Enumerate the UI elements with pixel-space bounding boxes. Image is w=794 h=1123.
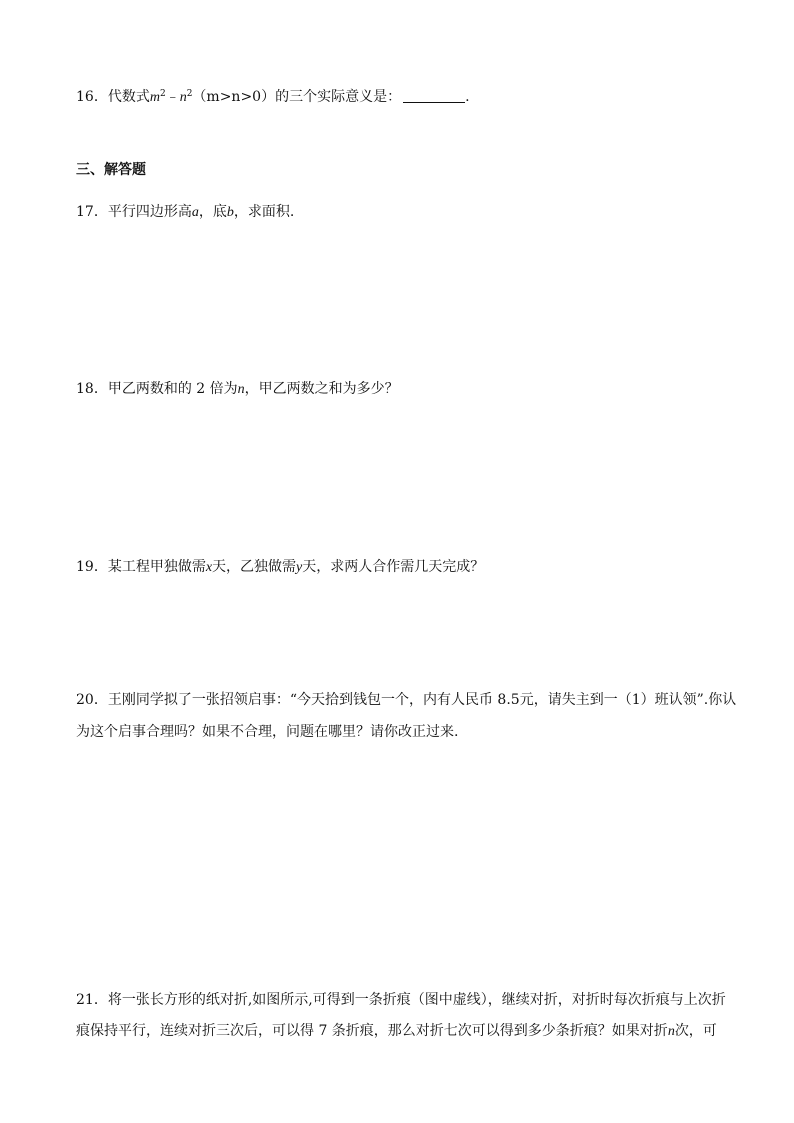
question-text: 天，乙独做需 [212,559,297,575]
math-var-m: m [149,90,160,105]
question-number: 21． [76,992,108,1008]
math-var-n: n [179,90,187,105]
question-18 [76,379,399,400]
math-var-x: x [205,560,213,575]
question-21-line-1 [76,990,726,1010]
question-21-line-2 [76,1021,717,1042]
question-text: 天，求两人合作需几天完成？ [302,559,485,575]
question-20-line-2: 为这个启事合理吗？如果不合理，问题在哪里？请你改正过来. [76,724,459,740]
question-number: 20． [76,692,108,708]
math-var-n: n [667,1024,675,1039]
condition: （m>n>0） [192,89,276,105]
period: . [465,89,470,105]
question-text: 平行四边形高 [107,204,192,220]
answer-blank [403,89,465,103]
question-text: ，甲乙两数之和为多少？ [244,381,399,397]
question-text: 王刚同学拟了一张招领启事：“今天拾到钱包一个，内有人民币 8.5元，请失主到一（1）班认领”.你认 [107,692,737,708]
exponent: 2 [186,89,193,99]
question-text: ，底 [198,204,227,220]
question-17 [76,202,294,223]
section-title: 三、解答题 [76,162,146,178]
question-text: 代数式 [107,89,150,105]
math-var-n: n [237,382,245,397]
question-16 [76,84,470,108]
question-text: ，求面积. [233,204,295,220]
exponent: 2 [159,89,166,99]
question-20-line-1 [76,690,736,710]
question-19 [76,557,484,578]
math-var-y: y [296,560,303,575]
question-text: 将一张长方形的纸对折,如图所示,可得到一条折痕（图中虚线），继续对折，对折时每次折痕与上次折 [107,992,726,1008]
question-number: 18． [76,381,108,397]
question-text: 次，可 [674,1023,717,1039]
math-var-a: a [191,205,199,220]
question-number: 17． [76,204,108,220]
question-text: 的三个实际意义是： [275,89,402,105]
question-text: 甲乙两数和的 2 倍为 [107,381,238,397]
question-text: 痕保持平行，连续对折三次后，可以得 7 条折痕，那么对折七次可以得到多少条折痕？如果对折 [76,1023,668,1039]
math-var-b: b [226,205,234,220]
question-number: 19． [76,559,108,575]
question-text: 某工程甲独做需 [107,559,206,575]
question-number: 16． [76,89,108,105]
minus-sign: ﹣ [165,89,180,105]
